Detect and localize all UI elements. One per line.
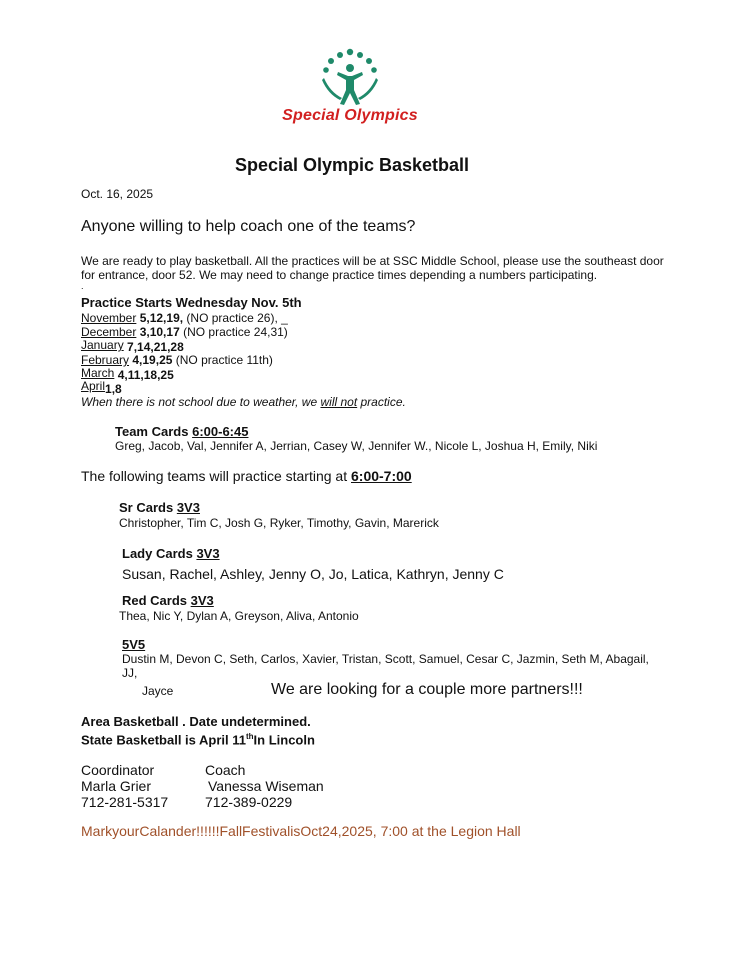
area-basketball-note: Area Basketball . Date undetermined. <box>81 714 311 729</box>
partners-request: We are looking for a couple more partners!!! <box>271 681 583 698</box>
following-teams-line <box>81 468 412 484</box>
sr-cards-players: Christopher, Tim C, Josh G, Ryker, Timothy, Gavin, Marerick <box>119 516 439 530</box>
letter-date: Oct. 16, 2025 <box>81 187 154 201</box>
schedule-row-december <box>81 325 288 339</box>
following-text: The following teams will practice starting at <box>81 468 348 484</box>
state-sup: th <box>245 732 254 741</box>
special-olympics-wordmark: Special Olympics <box>282 107 418 124</box>
contact-role: Coach <box>205 762 246 778</box>
contact-role: Coordinator <box>81 762 155 778</box>
weather-note-pre: When there is not school due to weather, we <box>81 395 321 409</box>
weather-note-emphasis: will not <box>320 395 358 409</box>
lady-cards-players: Susan, Rachel, Ashley, Jenny O, Jo, Latica, Kathryn, Jenny C <box>122 566 504 582</box>
contact-name: Marla Grier <box>81 778 152 794</box>
schedule-dates: 5,12,19, <box>139 311 184 325</box>
red-cards-players: Thea, Nic Y, Dylan A, Greyson, Aliva, Antonio <box>119 609 359 623</box>
schedule-trail: _ <box>281 311 288 325</box>
state-post: In Lincoln <box>253 732 315 748</box>
team-time: 6:00-6:45 <box>192 424 249 439</box>
schedule-dates: 4,11,18,25 <box>117 368 174 382</box>
schedule-dates: 3,10,17 <box>139 325 180 339</box>
schedule-dates: 1,8 <box>105 382 122 396</box>
schedule-note: (NO practice 11th) <box>175 353 273 367</box>
schedule-month: February <box>81 353 130 367</box>
state-basketball-note <box>81 732 315 747</box>
sr-cards-heading <box>119 500 200 515</box>
schedule-note: (NO practice 26), <box>186 311 278 325</box>
state-pre: State Basketball is April 11 <box>81 732 246 748</box>
schedule-month: January <box>81 338 124 352</box>
coach-question: Anyone willing to help coach one of the teams? <box>81 218 416 235</box>
contact-phone: 712-389-0229 <box>205 794 293 810</box>
schedule-row-november <box>81 311 288 325</box>
schedule-dates: 4,19,25 <box>132 353 173 367</box>
intro-paragraph: We are ready to play basketball. All the practices will be at SSC Middle School, please use the southeast door for entrance, door 52. We may need to change practice times depending a numbers participating. <box>81 254 664 282</box>
red-cards-heading <box>122 593 214 608</box>
five-v-five-heading: 5V5 <box>122 637 146 652</box>
five-v-five-players: Dustin M, Devon C, Seth, Carlos, Xavier, Tristan, Scott, Samuel, Cesar C, Jazmin, Seth M, Abagail, JJ, <box>122 652 649 680</box>
schedule-row-april <box>81 379 122 396</box>
calendar-reminder: MarkyourCalander!!!!!!FallFestivalisOct24,2025, 7:00 at the Legion Hall <box>81 823 521 839</box>
schedule-row-february <box>81 353 273 367</box>
team-format: 3V3 <box>190 593 214 608</box>
team-format: 3V3 <box>176 500 200 515</box>
schedule-row-march <box>81 366 174 380</box>
schedule-month: April <box>81 379 106 393</box>
team-name: Lady Cards <box>122 546 193 561</box>
team-cards-heading <box>115 424 248 439</box>
five-v-five-last-player: Jayce <box>142 684 174 698</box>
schedule-month: March <box>81 366 115 380</box>
schedule-row-january <box>81 338 184 352</box>
team-name: Team Cards <box>115 424 189 439</box>
following-time: 6:00-7:00 <box>351 468 412 484</box>
schedule-month: December <box>81 325 137 339</box>
contact-name: Vanessa Wiseman <box>208 778 324 794</box>
contact-coach <box>205 762 324 810</box>
weather-note-post: practice. <box>357 395 406 409</box>
stray-dot: . <box>81 281 84 291</box>
team-name: Red Cards <box>122 593 188 608</box>
lady-cards-heading <box>122 546 220 561</box>
schedule-dates: 7,14,21,28 <box>127 340 184 354</box>
practice-heading: Practice Starts Wednesday Nov. 5th <box>81 295 302 310</box>
weather-note <box>81 395 406 409</box>
contact-coordinator <box>81 762 168 810</box>
schedule-month: November <box>81 311 137 325</box>
contact-phone: 712-281-5317 <box>81 794 169 810</box>
team-cards-players: Greg, Jacob, Val, Jennifer A, Jerrian, Casey W, Jennifer W., Nicole L, Joshua H, Emily, Niki <box>115 439 598 453</box>
team-format: 3V3 <box>196 546 220 561</box>
schedule-note: (NO practice 24,31) <box>183 325 288 339</box>
team-name: Sr Cards <box>119 500 174 515</box>
special-olympics-emblem-icon <box>318 48 382 108</box>
page-title: Special Olympic Basketball <box>234 155 470 175</box>
